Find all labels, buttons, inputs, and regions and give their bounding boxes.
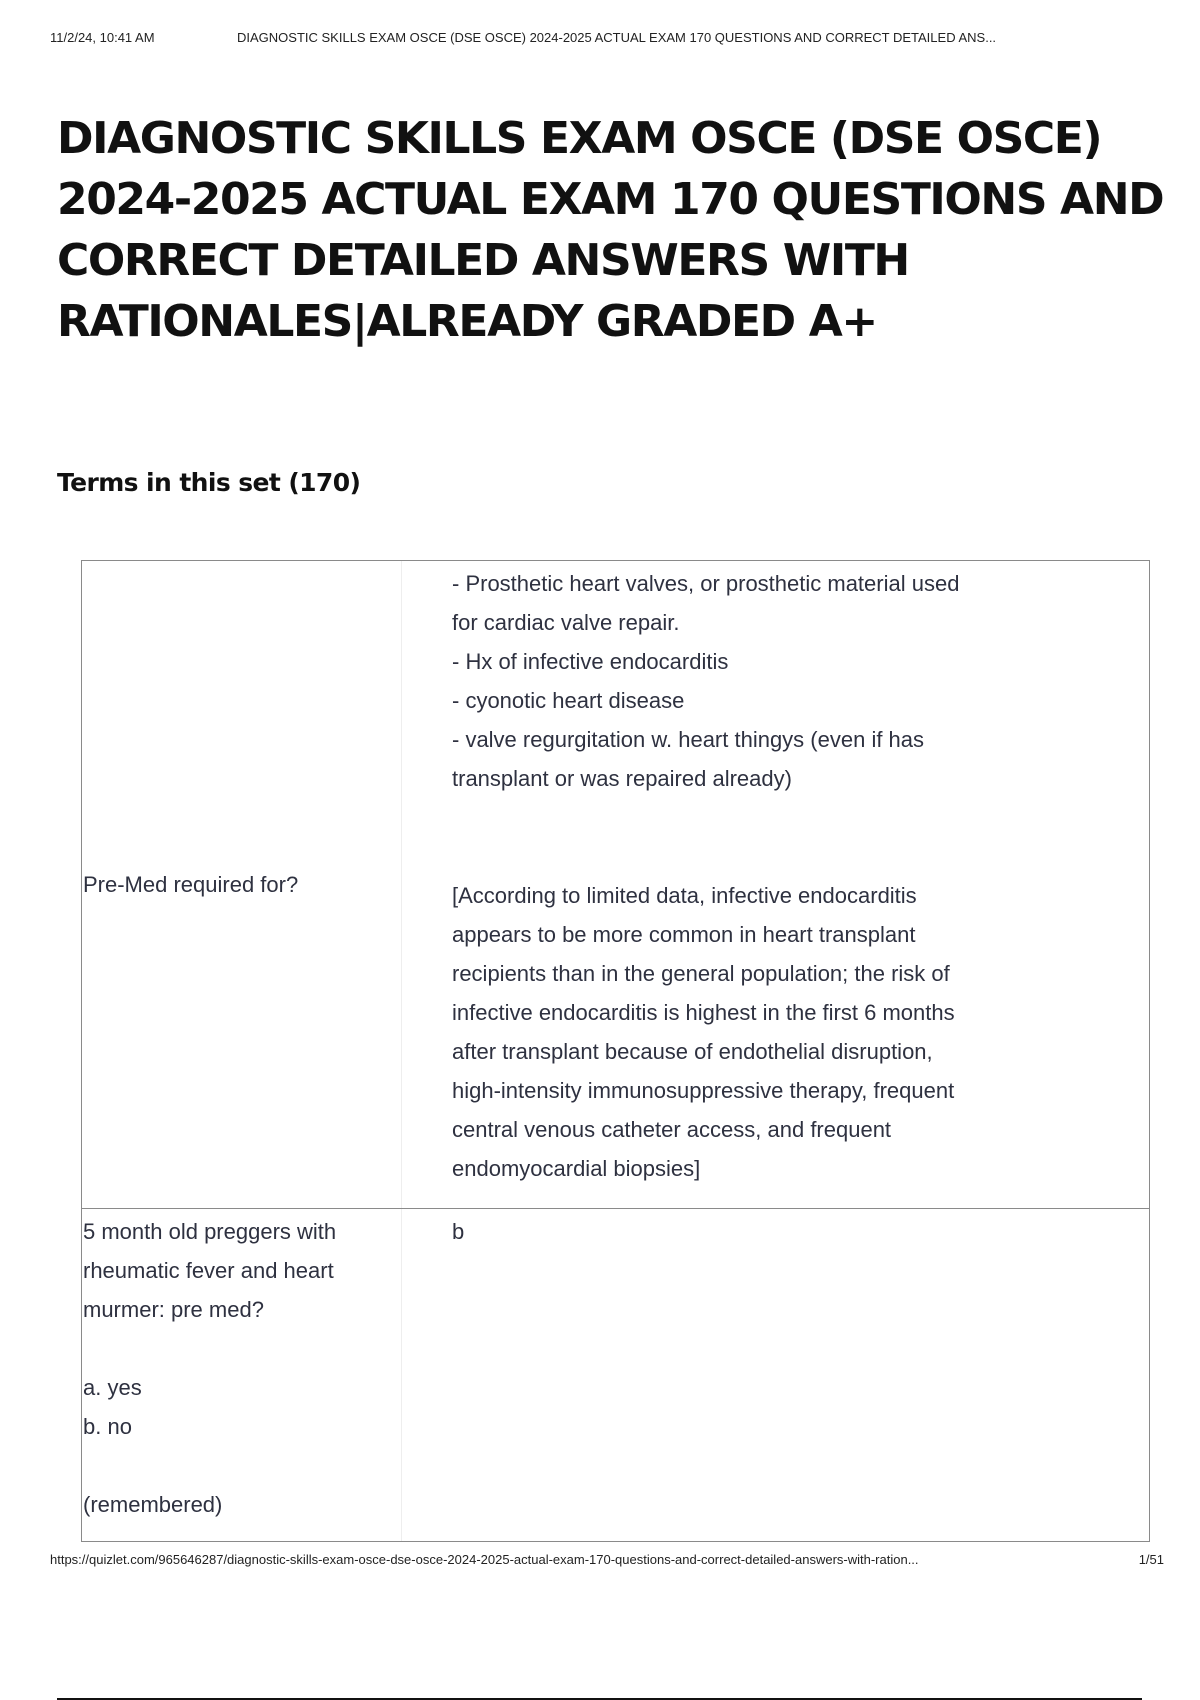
terms-count-heading: Terms in this set (170) [57, 468, 361, 497]
term-text: 5 month old preggers with rheumatic fever and heart murmer: pre med? a. yes b. no (remembered) [83, 1219, 337, 1517]
term-row [82, 1208, 1149, 1541]
term-cell [82, 1209, 402, 1541]
page-title: DIAGNOSTIC SKILLS EXAM OSCE (DSE OSCE) 2024-2025 ACTUAL EXAM 170 QUESTIONS AND CORRECT DETAILED ANSWERS WITH RATIONALES|ALREADY GRADED A+ [57, 113, 1164, 347]
term-text: Pre-Med required for? [83, 872, 299, 897]
print-datetime: 11/2/24, 10:41 AM [50, 30, 155, 45]
definition-cell: - Prosthetic heart valves, or prosthetic material used for cardiac valve repair. - Hx of infective endocarditis - cyonotic heart disease - valve regurgitation w. heart thingys (even if has transplant or was repaired already) [According to limited data, infective endocarditis appears to be more common in heart transplant recipients than in the general population; the risk of infective endocarditis is highest in the first 6 months after transplant because of endothelial disruption, high-intensity immunosuppressive therapy, frequent central venous catheter access, and frequent endomyocardial biopsies] [452, 571, 960, 1181]
definition-cell: b [452, 1219, 465, 1244]
source-url: https://quizlet.com/965646287/diagnostic-skills-exam-osce-dse-osce-2024-2025-actual-exam-170-questions-and-correct-detailed-answers-with-ration... [50, 1552, 919, 1567]
terms-table [81, 560, 1150, 1542]
print-document-title: DIAGNOSTIC SKILLS EXAM OSCE (DSE OSCE) 2024-2025 ACTUAL EXAM 170 QUESTIONS AND CORRECT DETAILED ANS... [237, 30, 997, 45]
page-number: 1/51 [1138, 1552, 1164, 1567]
term-row [82, 561, 1149, 1208]
term-cell [82, 561, 402, 1208]
